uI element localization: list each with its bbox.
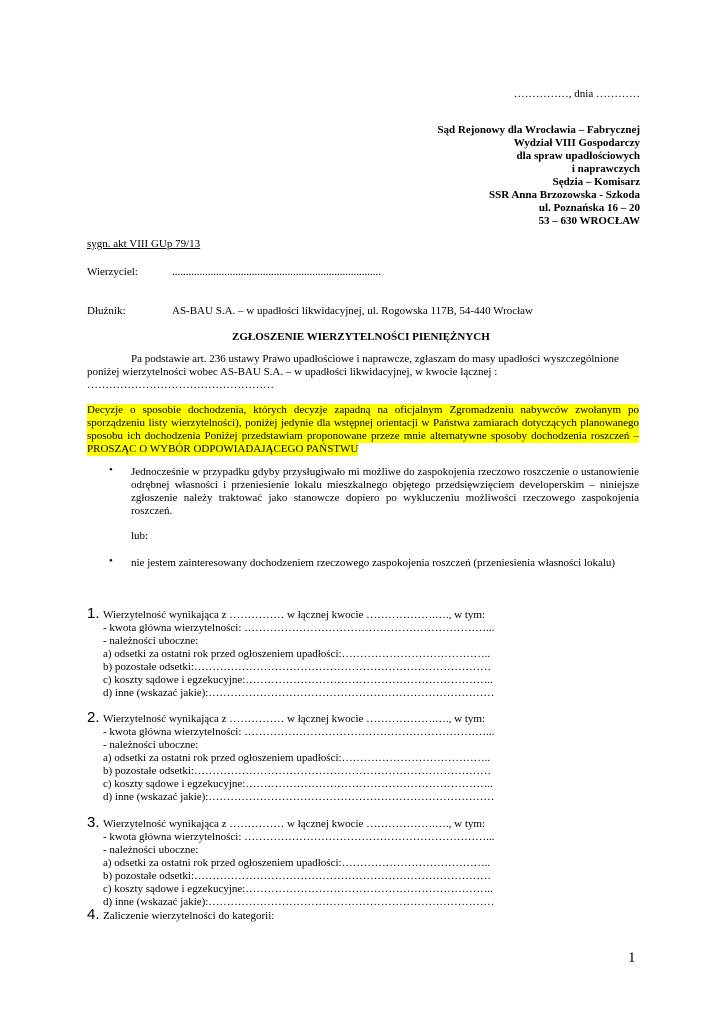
intro-line: Pa podstawie art. 236 ustawy Prawo upadłościowe i naprawcze, zgłaszam do masy upadłości wyszczególnione — [131, 353, 619, 365]
claim-number: 1. — [87, 605, 100, 622]
highlight-line: sposobu ich dochodzenia Poniżej przedstawiam proponowane przeze mnie alternatywne sposoby dochodzenia roszczeń – — [87, 430, 639, 442]
claim-interest-before: a) odsetki za ostatni rok przed ogłoszeniem upadłości:………………………………….. — [103, 857, 491, 869]
creditor-label: Wierzyciel: — [87, 266, 138, 278]
claim-incidental: - należności uboczne: — [103, 739, 199, 751]
claim-interest-before: a) odsetki za ostatni rok przed ogłoszeniem upadłości:………………………………….. — [103, 648, 491, 660]
court-line: SSR Anna Brzozowska - Szkoda — [489, 189, 640, 201]
claim-head: Wierzytelność wynikająca z …………… w łącznej kwocie ……………….…., w tym: — [103, 818, 486, 830]
claim-interest-before: a) odsetki za ostatni rok przed ogłoszeniem upadłości:………………………………….. — [103, 752, 491, 764]
highlight-line: PROSZĄC O WYBÓR ODPOWIADAJĄCEGO PAŃSTWU — [87, 443, 359, 455]
claim-other: d) inne (wskazać jakie):…………………………………………………………………… — [103, 791, 495, 803]
option-text: nie jestem zainteresowany dochodzeniem rzeczowego zaspokojenia roszczeń (przeniesienia własności lokalu) — [131, 557, 616, 569]
claim-number: 2. — [87, 709, 100, 726]
case-signature: sygn. akt VIII GUp 79/13 — [87, 238, 201, 250]
place-date-line: ……………, dnia ………… — [513, 88, 640, 100]
claim-head: Wierzytelność wynikająca z …………… w łącznej kwocie ……………….…., w tym: — [103, 713, 486, 725]
claim-other-interest: b) pozostałe odsetki:……………………………………………………………………… — [103, 870, 492, 882]
highlight-line: sporządzeniu listy wierzytelności), poniżej jedynie dla wstępnej orientacji w Państwa zamiarach dotyczących planowanego — [87, 417, 639, 429]
category-text: Zaliczenie wierzytelności do kategorii: — [103, 910, 275, 922]
intro-line: poniżej wierzytelności wobec AS-BAU S.A. – w upadłości likwidacyjnej, w kwocie łącznej : — [87, 366, 498, 378]
option-text: Jednocześnie w przypadku gdyby przysługiwało mi możliwe do zaspokojenia rzeczowo roszczenie o ustanowienie — [131, 466, 639, 478]
claim-number: 3. — [87, 814, 100, 831]
option-or: lub: — [131, 530, 149, 542]
court-line: ul. Poznańska 16 – 20 — [538, 202, 640, 214]
debtor-label: Dłużnik: — [87, 305, 126, 317]
court-line: dla spraw upadłościowych — [516, 150, 640, 162]
bullet-icon: • — [109, 555, 113, 567]
option-text: zgłoszenie należy traktować jako stanowcze dopiero po wykluczeniu możliwości rzeczowego zaspokojenia — [131, 492, 639, 504]
claim-head: Wierzytelność wynikająca z …………… w łącznej kwocie ……………….…., w tym: — [103, 609, 486, 621]
claim-principal: - kwota główna wierzytelności: …………………………………………………………... — [103, 622, 495, 634]
claim-principal: - kwota główna wierzytelności: …………………………………………………………... — [103, 831, 495, 843]
claim-other-interest: b) pozostałe odsetki:……………………………………………………………………… — [103, 765, 492, 777]
document-title: ZGŁOSZENIE WIERZYTELNOŚCI PIENIĘŻNYCH — [232, 331, 490, 343]
claim-number: 4. — [87, 906, 100, 923]
page-number: 1 — [628, 950, 636, 966]
court-line: Sędzia – Komisarz — [552, 176, 640, 188]
debtor-value: AS-BAU S.A. – w upadłości likwidacyjnej, ul. Rogowska 117B, 54-440 Wrocław — [172, 305, 533, 317]
bullet-icon: • — [109, 464, 113, 476]
option-text: roszczeń. — [131, 505, 173, 517]
intro-amount-placeholder: …………………………………………… — [87, 379, 274, 391]
claim-other: d) inne (wskazać jakie):…………………………………………………………………… — [103, 687, 495, 699]
creditor-value: ............................................................................ — [172, 266, 381, 278]
court-line: i naprawczych — [571, 163, 640, 175]
court-line: Sąd Rejonowy dla Wrocławia – Fabrycznej — [437, 124, 640, 136]
court-line: Wydział VIII Gospodarczy — [513, 137, 640, 149]
court-line: 53 – 630 WROCŁAW — [538, 215, 640, 227]
claim-incidental: - należności uboczne: — [103, 635, 199, 647]
highlight-line: Decyzje o sposobie dochodzenia, których decyzje zapadną na oficjalnym Zgromadzeniu nabywców zwołanym po — [87, 404, 639, 416]
claim-costs: c) koszty sądowe i egzekucyjne:………………………………………………………….. — [103, 674, 493, 686]
claim-other-interest: b) pozostałe odsetki:……………………………………………………………………… — [103, 661, 492, 673]
claim-other: d) inne (wskazać jakie):…………………………………………………………………… — [103, 896, 495, 908]
claim-principal: - kwota główna wierzytelności: …………………………………………………………... — [103, 726, 495, 738]
claim-costs: c) koszty sądowe i egzekucyjne:………………………………………………………….. — [103, 883, 493, 895]
claim-incidental: - należności uboczne: — [103, 844, 199, 856]
option-text: odrębnej własności i przeniesienie lokalu mieszkalnego objętego przedsięwzięciem developerskim – niniejsze — [131, 479, 639, 491]
claim-costs: c) koszty sądowe i egzekucyjne:………………………………………………………….. — [103, 778, 493, 790]
